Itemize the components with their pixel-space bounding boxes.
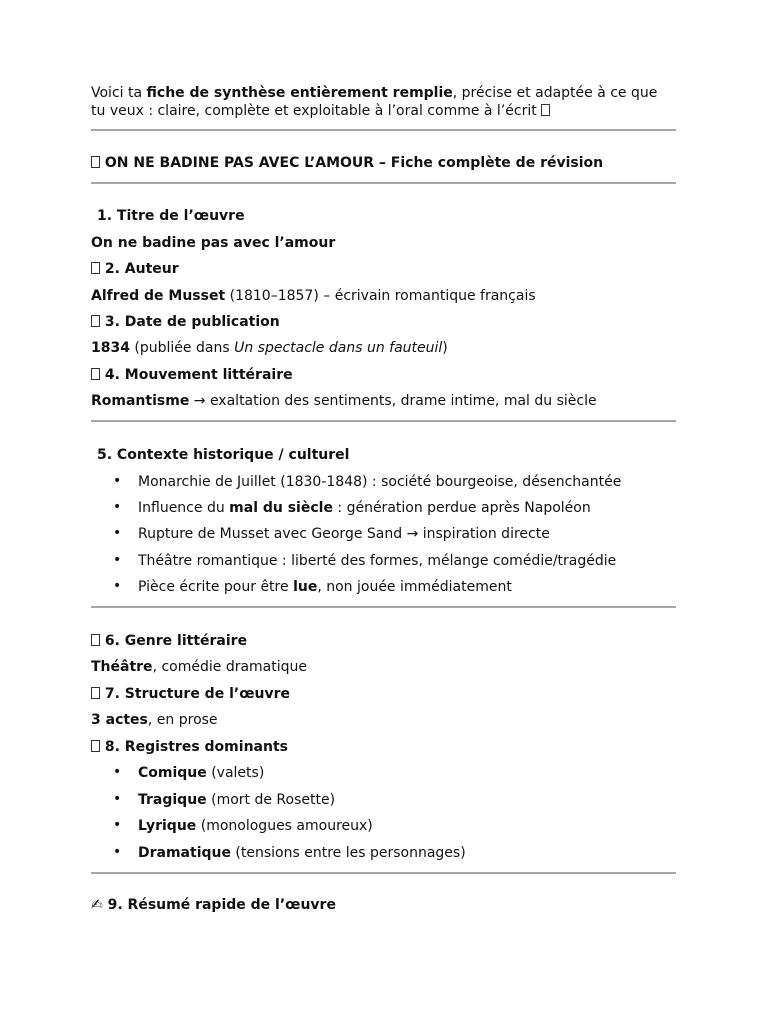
section-8-heading	[91, 738, 677, 756]
section-2-heading-text: 2. Auteur	[104, 261, 179, 277]
list-item-bold: mal du siècle	[229, 500, 333, 516]
list-item	[138, 578, 512, 596]
list-item	[138, 499, 591, 517]
missing-glyph-icon	[541, 104, 550, 116]
register-note: (tensions entre les personnages)	[230, 845, 466, 861]
section-6-heading	[91, 632, 677, 650]
register-item	[138, 844, 466, 862]
register-item	[138, 817, 373, 835]
list-item-text: Influence du	[138, 500, 230, 516]
divider	[91, 872, 676, 874]
list-item-text: Pièce écrite pour être	[138, 579, 294, 595]
date-line	[91, 339, 677, 357]
register-item	[138, 791, 335, 809]
work-title: On ne badine pas avec l’amour	[91, 235, 336, 251]
missing-glyph-icon	[91, 368, 100, 380]
intro-text: Voici ta	[91, 85, 147, 101]
section-7-heading	[91, 685, 677, 703]
date-text-end: )	[442, 340, 448, 356]
title-text: ON NE BADINE PAS AVEC L’AMOUR – Fiche complète de révision	[104, 155, 604, 171]
section-5-heading: 5. Contexte historique / culturel	[97, 447, 350, 463]
register-name: Comique	[138, 765, 207, 781]
bullet: •	[113, 764, 122, 780]
genre-name: Théâtre	[91, 659, 153, 675]
list-item: Théâtre romantique : liberté des formes, mélange comédie/tragédie	[138, 553, 617, 569]
intro-line-2	[91, 102, 677, 120]
bullet: •	[113, 578, 122, 594]
register-note: (monologues amoureux)	[196, 818, 373, 834]
divider	[91, 606, 676, 608]
register-name: Dramatique	[138, 845, 231, 861]
register-name: Tragique	[138, 792, 207, 808]
publication-year: 1834	[91, 340, 130, 356]
intro-text-2: tu veux : claire, complète et exploitable à l’oral comme à l’écrit	[91, 103, 542, 119]
author-name: Alfred de Musset	[91, 288, 226, 304]
bullet: •	[113, 525, 122, 541]
intro-line-1	[91, 84, 677, 102]
missing-glyph-icon	[91, 740, 100, 752]
structure-details: , en prose	[147, 712, 218, 728]
collection-title: Un spectacle dans un fauteuil	[234, 340, 443, 356]
section-2-heading	[91, 260, 677, 278]
movement-details: → exaltation des sentiments, drame intime, mal du siècle	[189, 393, 597, 409]
bullet: •	[113, 499, 122, 515]
list-item: Rupture de Musset avec George Sand → inspiration directe	[138, 526, 550, 542]
bullet: •	[113, 473, 122, 489]
author-details: (1810–1857) – écrivain romantique français	[225, 288, 536, 304]
genre-line	[91, 658, 677, 676]
section-9-heading-text: 9. Résumé rapide de l’œuvre	[102, 897, 336, 913]
genre-details: , comédie dramatique	[152, 659, 308, 675]
structure-line	[91, 711, 677, 729]
missing-glyph-icon	[91, 315, 100, 327]
date-text: (publiée dans	[129, 340, 235, 356]
intro-bold: fiche de synthèse entièrement remplie	[146, 85, 453, 101]
document-title	[91, 154, 677, 172]
section-3-heading	[91, 313, 677, 331]
bullet: •	[113, 791, 122, 807]
section-3-heading-text: 3. Date de publication	[104, 314, 280, 330]
acts-count: 3 actes	[91, 712, 148, 728]
register-note: (valets)	[206, 765, 265, 781]
missing-glyph-icon	[91, 687, 100, 699]
divider	[91, 420, 676, 422]
list-item-text-end: : génération perdue après Napoléon	[332, 500, 591, 516]
register-name: Lyrique	[138, 818, 197, 834]
movement-name: Romantisme	[91, 393, 190, 409]
divider	[91, 182, 676, 184]
writing-hand-icon: ✍	[91, 897, 103, 913]
bullet: •	[113, 844, 122, 860]
intro-text-end: , précise et adaptée à ce que	[452, 85, 658, 101]
divider	[91, 129, 676, 131]
missing-glyph-icon	[91, 634, 100, 646]
missing-glyph-icon	[91, 262, 100, 274]
author-line	[91, 287, 677, 305]
section-4-heading-text: 4. Mouvement littéraire	[104, 367, 293, 383]
register-item	[138, 764, 264, 782]
bullet: •	[113, 552, 122, 568]
register-note: (mort de Rosette)	[206, 792, 336, 808]
section-6-heading-text: 6. Genre littéraire	[104, 633, 248, 649]
section-4-heading	[91, 366, 677, 384]
list-item-text-end: , non jouée immédiatement	[317, 579, 512, 595]
movement-line	[91, 392, 677, 410]
section-1-heading: 1. Titre de l’œuvre	[97, 208, 245, 224]
list-item-bold: lue	[293, 579, 318, 595]
section-9-heading	[91, 896, 677, 914]
section-7-heading-text: 7. Structure de l’œuvre	[104, 686, 291, 702]
section-8-heading-text: 8. Registres dominants	[104, 739, 288, 755]
missing-glyph-icon	[91, 156, 100, 168]
list-item: Monarchie de Juillet (1830-1848) : société bourgeoise, désenchantée	[138, 474, 622, 490]
bullet: •	[113, 817, 122, 833]
